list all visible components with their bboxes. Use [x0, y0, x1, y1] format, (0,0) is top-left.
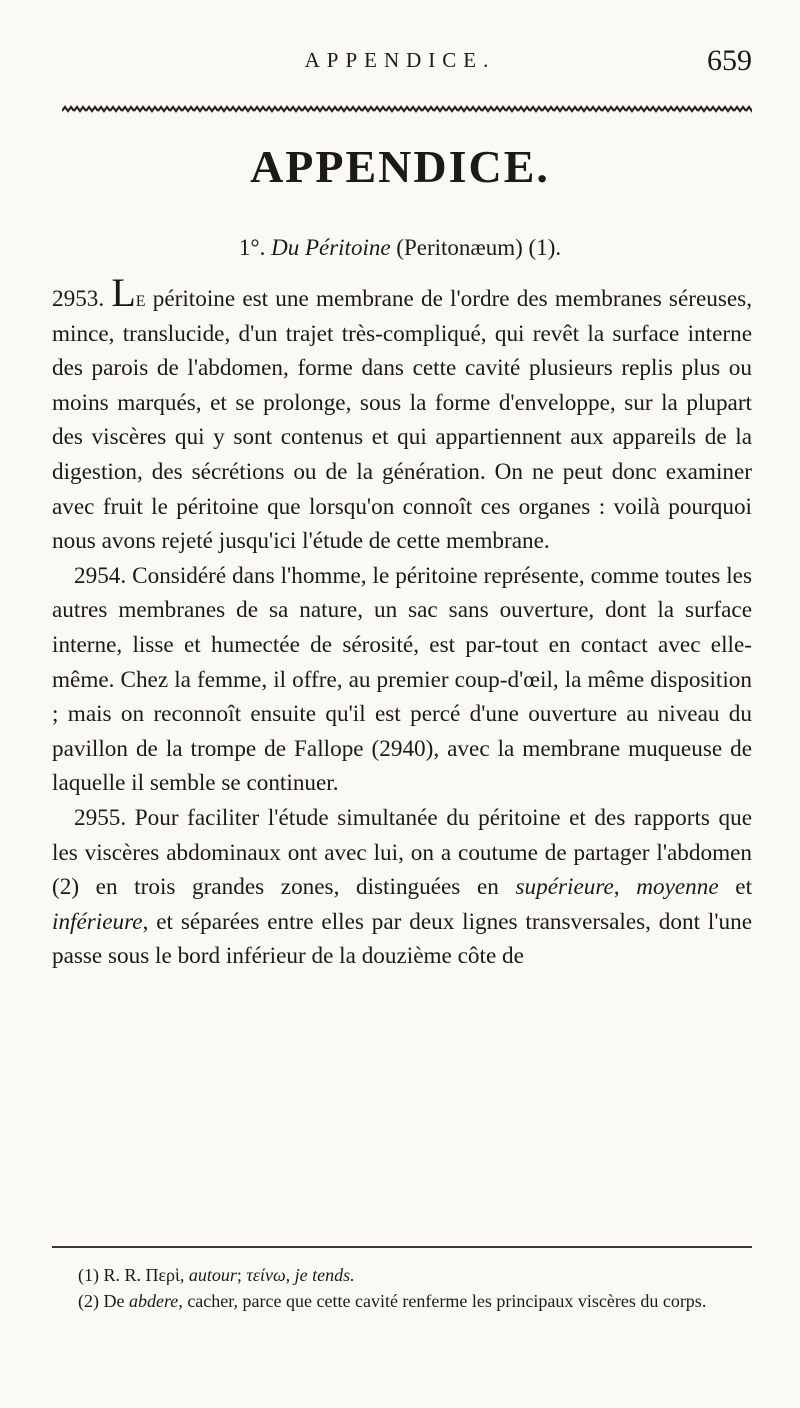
footnote-text: ; — [236, 1265, 247, 1285]
italic-term: inférieure — [52, 908, 143, 935]
italic-term: supérieure — [515, 874, 614, 901]
page-number: 659 — [707, 44, 752, 77]
subtitle-number: 1°. — [238, 235, 266, 260]
small-caps-text: e — [135, 286, 146, 312]
footnote-divider — [52, 1246, 752, 1248]
footnote-italic: autour — [188, 1265, 237, 1285]
paragraph-number: 2953. — [52, 286, 105, 312]
paragraph-text: , — [613, 874, 637, 901]
section-subtitle — [0, 235, 800, 261]
drop-cap: L — [111, 270, 136, 315]
paragraph-text: , et séparées entre elles par deux lignes transversales, dont l'une passe sous le bord inférieur de la douzième côte de — [52, 908, 752, 970]
subtitle-rest: (Peritonæum) (1). — [396, 235, 562, 260]
paragraph-text: Considéré dans l'homme, le péritoine représente, comme toutes les autres membranes de sa nature, un sac sans ouverture, dont la surface interne, lisse et humectée de sérosité, est par-tout en contact avec elle-même. Chez la femme, il offre, au premier coup-d'œil, la même disposition ; mais on reconnoît ensuite qu'il est percé d'une ouverture au niveau du pavillon de la trompe de Fallope (2940), avec la membrane muqueuse de laquelle il semble se continuer. — [52, 562, 752, 797]
body-text — [52, 270, 753, 974]
page-title: APPENDICE. — [250, 141, 550, 192]
footnote-1 — [52, 1262, 752, 1288]
paragraph-2955 — [52, 801, 752, 974]
decorative-rule-ornament — [62, 104, 752, 114]
running-head: APPENDICE. — [304, 48, 496, 72]
footnote-text: (2) De — [78, 1291, 129, 1311]
paragraph-text: Pour faciliter l'étude simultanée du péritoine et des rapports que les viscères abdominaux ont avec lui, on a coutume de partager l'abdomen (2) en trois grandes zones, distinguées en — [52, 804, 752, 901]
footnotes — [52, 1262, 752, 1314]
paragraph-2953 — [52, 270, 752, 559]
footnote-2 — [52, 1288, 752, 1314]
paragraph-number: 2955. — [74, 804, 127, 831]
footnote-italic: abdere — [128, 1291, 179, 1311]
italic-term: moyenne — [636, 874, 719, 901]
footnote-text: (1) R. R. Περὶ, — [78, 1265, 189, 1285]
footnote-italic: τείνω, je tends. — [246, 1265, 355, 1285]
paragraph-2954 — [52, 559, 752, 801]
paragraph-text: et — [718, 874, 753, 901]
footnote-text: , cacher, parce que cette cavité renferme les principaux viscères du corps. — [178, 1291, 707, 1311]
paragraph-text: péritoine est une membrane de l'ordre des membranes séreuses, mince, translucide, d'un trajet très-compliqué, qui revêt la surface interne des parois de l'abdomen, forme dans cette cavité plusieurs replis plus ou moins marqués, et se prolonge, sous la forme d'enveloppe, sur la plupart des viscères qui y sont contenus et qui appartiennent aux appareils de la digestion, des sécrétions ou de la génération. On ne peut donc examiner avec fruit le péritoine que lorsqu'on connoît ces organes : voilà pourquoi nous avons rejeté jusqu'ici l'étude de cette membrane. — [52, 286, 752, 555]
subtitle-italic: Du Péritoine — [271, 235, 391, 260]
paragraph-number: 2954. — [74, 562, 127, 589]
